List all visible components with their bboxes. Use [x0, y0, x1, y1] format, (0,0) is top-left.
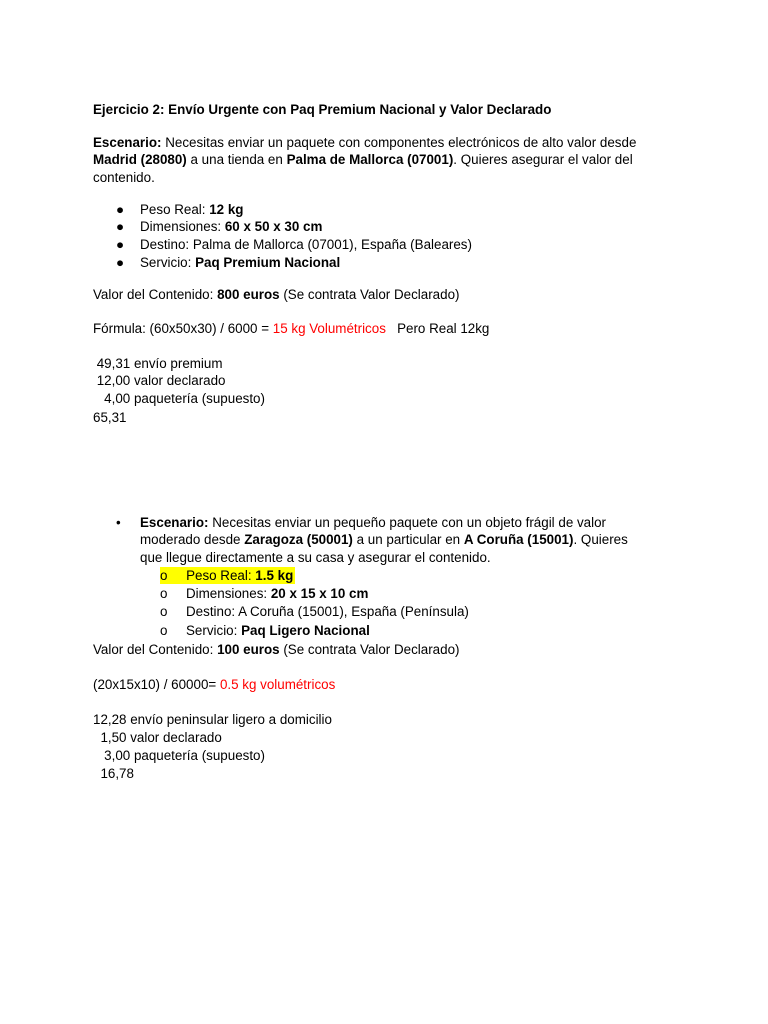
- list-item: Dimensiones: 20 x 15 x 10 cm: [186, 586, 369, 601]
- sub-bullet: o: [160, 604, 168, 619]
- page-title: Ejercicio 2: Envío Urgente con Paq Premium Nacional y Valor Declarado: [93, 102, 552, 117]
- list-item: Destino: Palma de Mallorca (07001), España (Baleares): [140, 237, 472, 252]
- list-item: Peso Real: 12 kg: [140, 202, 244, 217]
- list-item: Dimensiones: 60 x 50 x 30 cm: [140, 219, 323, 234]
- cost-line: 12,28 envío peninsular ligero a domicilio: [93, 712, 332, 727]
- ex1-escenario-line-2: [93, 151, 633, 168]
- ex1-escenario-end: . Quieres asegurar el valor del: [453, 152, 633, 167]
- list-item: Destino: A Coruña (15001), España (Península): [186, 604, 469, 619]
- ex2-origin: Zaragoza (50001): [244, 532, 353, 547]
- ex1-dest: Palma de Mallorca (07001): [286, 152, 454, 167]
- ex1-origin: Madrid (28080): [93, 152, 187, 167]
- ex1-escenario-text: Necesitas enviar un paquete con componentes electrónicos de alto valor desde: [161, 135, 637, 150]
- bullet-dot: ●: [116, 237, 125, 252]
- ex1-formula-result: 15 kg Volumétricos: [272, 321, 386, 336]
- ex2-formula-line: (20x15x10) / 60000= 0.5 kg volumétricos: [93, 677, 336, 692]
- cost-line: 12,00 valor declarado: [93, 373, 226, 388]
- list-item-highlighted: o Peso Real: 1.5 kg: [160, 568, 294, 583]
- ex2-escenario-line-3: que llegue directamente a su casa y asegurar el contenido.: [140, 550, 491, 565]
- list-item: Servicio: Paq Ligero Nacional: [186, 623, 370, 638]
- ex1-escenario-line-1: [93, 134, 636, 151]
- ex1-escenario-line-3: contenido.: [93, 170, 155, 185]
- cost-total: 65,31: [93, 410, 127, 425]
- ex2-dest: A Coruña (15001): [463, 532, 574, 547]
- ex1-formula-line: Fórmula: (60x50x30) / 6000 = 15 kg Volumétricos Pero Real 12kg: [93, 321, 490, 336]
- sub-bullet: o: [160, 623, 168, 638]
- ex1-mid: a una tienda en: [186, 152, 287, 167]
- bullet-dot: ●: [116, 255, 125, 270]
- cost-total: 16,78: [93, 766, 134, 781]
- bullet-dot: ●: [116, 219, 125, 234]
- ex1-valor-line: Valor del Contenido: 800 euros (Se contrata Valor Declarado): [93, 287, 460, 302]
- bullet-dot: •: [116, 515, 121, 530]
- list-item: Servicio: Paq Premium Nacional: [140, 255, 341, 270]
- ex2-escenario-line-2: moderado desde Zaragoza (50001) a un particular en A Coruña (15001). Quieres: [140, 532, 628, 547]
- ex2-escenario-label: Escenario:: [140, 515, 209, 530]
- ex1-escenario-label: Escenario:: [93, 135, 162, 150]
- cost-line: 1,50 valor declarado: [93, 730, 222, 745]
- cost-line: 4,00 paquetería (supuesto): [93, 391, 265, 406]
- sub-bullet: o: [160, 586, 168, 601]
- ex2-escenario-line-1: Escenario: Necesitas enviar un pequeño paquete con un objeto frágil de valor: [140, 515, 607, 530]
- ex2-formula-result: 0.5 kg volumétricos: [219, 677, 336, 692]
- cost-line: 3,00 paquetería (supuesto): [93, 748, 265, 763]
- ex2-valor-line: Valor del Contenido: 100 euros (Se contrata Valor Declarado): [93, 642, 460, 657]
- cost-line: 49,31 envío premium: [93, 356, 223, 371]
- bullet-dot: ●: [116, 202, 125, 217]
